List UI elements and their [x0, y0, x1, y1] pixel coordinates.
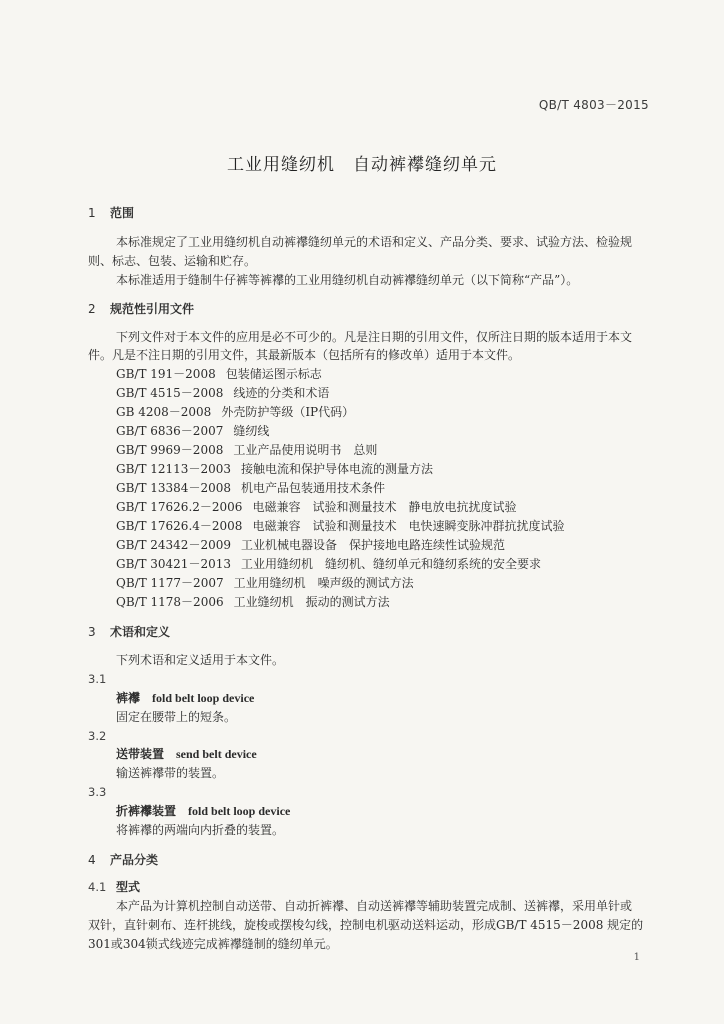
- reference-code: GB 4208－2008: [116, 405, 212, 419]
- reference-title: 电磁兼容 试验和测量技术 电快速瞬变脉冲群抗扰度试验: [252, 519, 565, 533]
- section-1-heading: [88, 204, 134, 222]
- reference-item: [116, 574, 414, 592]
- reference-item: [116, 460, 433, 478]
- paragraph-line: 下列术语和定义适用于本文件。: [116, 653, 285, 667]
- paragraph-line: 件。凡是不注日期的引用文件，其最新版本（包括所有的修改单）适用于本文件。: [88, 348, 521, 362]
- page-number: 1: [633, 952, 640, 963]
- reference-item: [116, 555, 541, 573]
- reference-item: [116, 517, 564, 535]
- standard-number: QB/T 4803－2015: [538, 98, 649, 112]
- section-number: 1: [88, 206, 96, 220]
- reference-item: [116, 593, 390, 611]
- reference-title: 线迹的分类和术语: [233, 386, 330, 400]
- term-heading: [116, 689, 254, 707]
- paragraph-line: 301或304锁式线迹完成裤襻缝制的缝纫单元。: [88, 937, 338, 951]
- term-zh: 裤襻: [116, 691, 141, 705]
- reference-title: 工业用缝纫机 缝纫机、缝纫单元和缝纫系统的安全要求: [240, 557, 541, 571]
- reference-title: 接触电流和保护导体电流的测量方法: [240, 462, 433, 476]
- section-4-heading: [88, 851, 158, 869]
- subsection-4-1-heading: [88, 878, 140, 896]
- reference-code: QB/T 1177－2007: [116, 576, 224, 590]
- reference-code: GB/T 30421－2013: [116, 557, 231, 571]
- reference-title: 包装储运图示标志: [225, 367, 322, 381]
- reference-item: [116, 498, 516, 516]
- term-zh: 折裤襻装置: [116, 804, 177, 818]
- reference-code: GB/T 9969－2008: [116, 443, 224, 457]
- paragraph-line: 本产品为计算机控制自动送带、自动折裤襻、自动送裤襻等辅助装置完成制、送裤襻，采用单针或: [116, 899, 633, 913]
- section-title: 范围: [110, 206, 135, 220]
- section-number: 3: [88, 625, 96, 639]
- reference-item: [116, 422, 269, 440]
- reference-item: [116, 365, 322, 383]
- term-definition: 输送裤襻带的装置。: [116, 766, 225, 780]
- term-en: fold belt loop device: [152, 691, 255, 705]
- reference-code: GB/T 12113－2003: [116, 462, 231, 476]
- term-en: fold belt loop device: [188, 804, 291, 818]
- reference-code: GB/T 191－2008: [116, 367, 216, 381]
- reference-code: GB/T 6836－2007: [116, 424, 224, 438]
- reference-code: GB/T 24342－2009: [116, 538, 231, 552]
- paragraph-line: 本标准规定了工业用缝纫机自动裤襻缝纫单元的术语和定义、产品分类、要求、试验方法、检验规: [116, 235, 633, 249]
- term-definition: 固定在腰带上的短条。: [116, 710, 237, 724]
- reference-title: 缝纫线: [233, 424, 270, 438]
- term-heading: [116, 745, 257, 763]
- reference-code: GB/T 17626.4－2008: [116, 519, 243, 533]
- reference-code: GB/T 17626.2－2006: [116, 500, 243, 514]
- section-number: 2: [88, 302, 96, 316]
- reference-title: 电磁兼容 试验和测量技术 静电放电抗扰度试验: [252, 500, 517, 514]
- reference-item: [116, 384, 329, 402]
- reference-item: [116, 479, 385, 497]
- subsection-number: 4.1: [88, 880, 107, 894]
- section-title: 规范性引用文件: [110, 302, 195, 316]
- paragraph-line: 则、标志、包装、运输和贮存。: [88, 254, 257, 268]
- section-3-heading: [88, 623, 170, 641]
- reference-title: 工业缝纫机 振动的测试方法: [233, 595, 390, 609]
- term-en: send belt device: [176, 747, 257, 761]
- section-title: 术语和定义: [110, 625, 171, 639]
- term-heading: [116, 802, 290, 820]
- reference-title: 外壳防护等级（IP代码）: [221, 405, 355, 419]
- reference-title: 工业机械电器设备 保护接地电路连续性试验规范: [240, 538, 505, 552]
- section-title: 产品分类: [110, 853, 159, 867]
- paragraph-line: 下列文件对于本文件的应用是必不可少的。凡是注日期的引用文件，仅所注日期的版本适用于本文: [116, 330, 633, 344]
- reference-item: [116, 536, 505, 554]
- paragraph-line: 本标准适用于缝制牛仔裤等裤襻的工业用缝纫机自动裤襻缝纫单元（以下简称“产品”）。: [116, 273, 579, 287]
- term-number: 3.1: [88, 672, 107, 686]
- subsection-title: 型式: [116, 880, 141, 894]
- term-definition: 将裤襻的两端向内折叠的装置。: [116, 823, 285, 837]
- reference-title: 机电产品包装通用技术条件: [240, 481, 385, 495]
- reference-item: [116, 441, 377, 459]
- reference-title: 工业用缝纫机 噪声级的测试方法: [233, 576, 414, 590]
- reference-item: [116, 403, 354, 421]
- term-number: 3.3: [88, 785, 107, 799]
- reference-code: QB/T 1178－2006: [116, 595, 224, 609]
- reference-title: 工业产品使用说明书 总则: [233, 443, 378, 457]
- term-number: 3.2: [88, 729, 107, 743]
- paragraph-line: 双针，直针刺布、连杆挑线，旋梭或摆梭勾线，控制电机驱动送料运动，形成GB/T 4515－2008 规定的: [88, 918, 644, 932]
- reference-code: GB/T 13384－2008: [116, 481, 231, 495]
- document-title: 工业用缝纫机 自动裤襻缝纫单元: [227, 155, 497, 175]
- reference-code: GB/T 4515－2008: [116, 386, 224, 400]
- section-number: 4: [88, 853, 96, 867]
- term-zh: 送带装置: [116, 747, 165, 761]
- section-2-heading: [88, 300, 194, 318]
